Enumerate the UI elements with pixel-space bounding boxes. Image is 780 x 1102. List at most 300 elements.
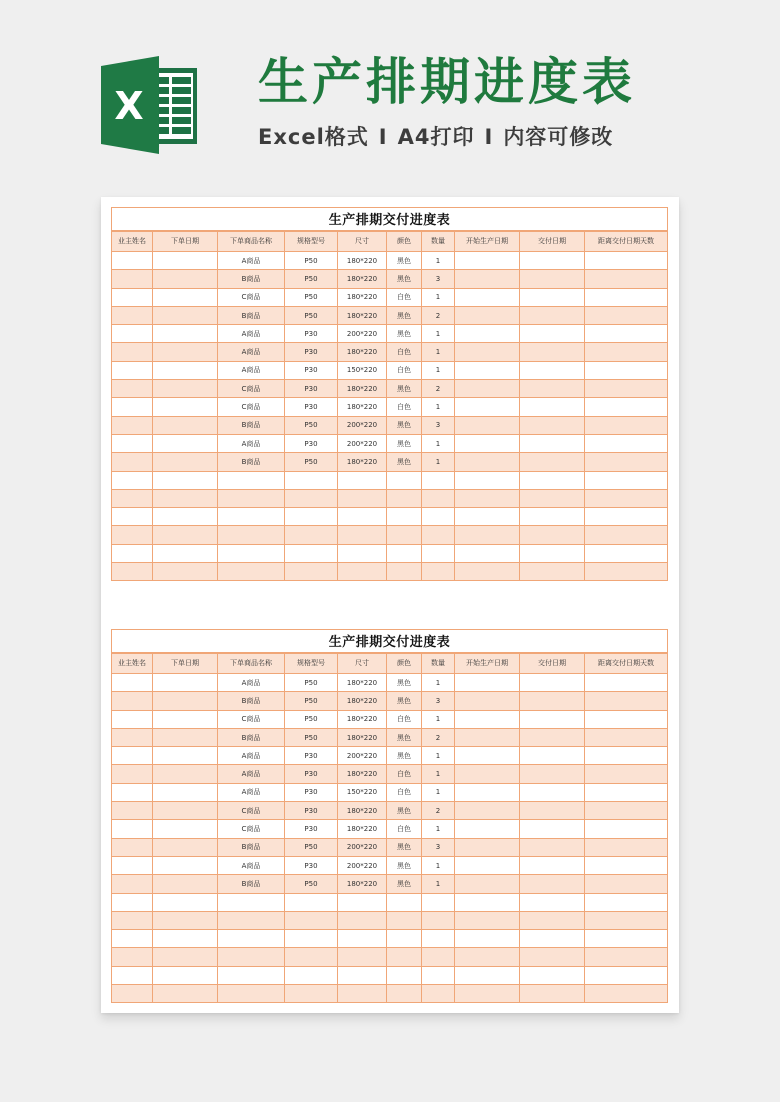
cell-production-start-date[interactable] xyxy=(455,563,520,581)
cell-quantity[interactable]: 2 xyxy=(422,728,455,746)
cell-product-name[interactable]: C商品 xyxy=(218,288,285,306)
cell-product-name[interactable]: A商品 xyxy=(218,434,285,452)
cell-color[interactable]: 白色 xyxy=(387,820,422,838)
cell-order-date[interactable] xyxy=(153,948,218,966)
cell-size[interactable] xyxy=(338,948,387,966)
cell-color[interactable]: 黑色 xyxy=(387,692,422,710)
cell-model-spec[interactable]: P30 xyxy=(285,434,338,452)
cell-model-spec[interactable]: P30 xyxy=(285,856,338,874)
cell-owner-name[interactable] xyxy=(112,820,153,838)
cell-owner-name[interactable] xyxy=(112,692,153,710)
cell-owner-name[interactable] xyxy=(112,453,153,471)
cell-owner-name[interactable] xyxy=(112,728,153,746)
cell-days-to-delivery[interactable] xyxy=(585,728,668,746)
cell-color[interactable]: 黑色 xyxy=(387,416,422,434)
cell-owner-name[interactable] xyxy=(112,802,153,820)
cell-model-spec[interactable]: P50 xyxy=(285,306,338,324)
cell-order-date[interactable] xyxy=(153,306,218,324)
cell-size[interactable]: 180*220 xyxy=(338,288,387,306)
cell-order-date[interactable] xyxy=(153,434,218,452)
cell-order-date[interactable] xyxy=(153,563,218,581)
cell-color[interactable] xyxy=(387,508,422,526)
cell-size[interactable]: 180*220 xyxy=(338,270,387,288)
cell-days-to-delivery[interactable] xyxy=(585,252,668,270)
cell-production-start-date[interactable] xyxy=(455,453,520,471)
cell-owner-name[interactable] xyxy=(112,526,153,544)
cell-production-start-date[interactable] xyxy=(455,985,520,1003)
cell-color[interactable] xyxy=(387,985,422,1003)
cell-production-start-date[interactable] xyxy=(455,765,520,783)
cell-model-spec[interactable] xyxy=(285,544,338,562)
cell-model-spec[interactable]: P50 xyxy=(285,674,338,692)
cell-production-start-date[interactable] xyxy=(455,856,520,874)
cell-model-spec[interactable]: P50 xyxy=(285,875,338,893)
cell-order-date[interactable] xyxy=(153,508,218,526)
cell-production-start-date[interactable] xyxy=(455,526,520,544)
cell-product-name[interactable]: B商品 xyxy=(218,270,285,288)
cell-delivery-date[interactable] xyxy=(520,728,585,746)
cell-size[interactable]: 180*220 xyxy=(338,765,387,783)
cell-days-to-delivery[interactable] xyxy=(585,783,668,801)
cell-size[interactable] xyxy=(338,966,387,984)
cell-model-spec[interactable] xyxy=(285,911,338,929)
cell-delivery-date[interactable] xyxy=(520,838,585,856)
cell-color[interactable]: 黑色 xyxy=(387,453,422,471)
cell-model-spec[interactable]: P30 xyxy=(285,783,338,801)
cell-days-to-delivery[interactable] xyxy=(585,893,668,911)
cell-production-start-date[interactable] xyxy=(455,306,520,324)
cell-quantity[interactable] xyxy=(422,471,455,489)
cell-color[interactable] xyxy=(387,489,422,507)
cell-order-date[interactable] xyxy=(153,856,218,874)
cell-order-date[interactable] xyxy=(153,783,218,801)
cell-model-spec[interactable]: P50 xyxy=(285,252,338,270)
cell-product-name[interactable] xyxy=(218,966,285,984)
cell-model-spec[interactable]: P30 xyxy=(285,325,338,343)
cell-model-spec[interactable]: P30 xyxy=(285,361,338,379)
cell-owner-name[interactable] xyxy=(112,361,153,379)
cell-days-to-delivery[interactable] xyxy=(585,802,668,820)
cell-days-to-delivery[interactable] xyxy=(585,380,668,398)
cell-days-to-delivery[interactable] xyxy=(585,838,668,856)
cell-model-spec[interactable]: P30 xyxy=(285,343,338,361)
cell-color[interactable]: 白色 xyxy=(387,361,422,379)
cell-owner-name[interactable] xyxy=(112,930,153,948)
cell-production-start-date[interactable] xyxy=(455,508,520,526)
cell-product-name[interactable] xyxy=(218,526,285,544)
cell-quantity[interactable]: 1 xyxy=(422,434,455,452)
cell-color[interactable]: 黑色 xyxy=(387,674,422,692)
cell-owner-name[interactable] xyxy=(112,508,153,526)
cell-order-date[interactable] xyxy=(153,893,218,911)
cell-color[interactable]: 黑色 xyxy=(387,875,422,893)
cell-days-to-delivery[interactable] xyxy=(585,856,668,874)
cell-quantity[interactable]: 2 xyxy=(422,380,455,398)
cell-model-spec[interactable] xyxy=(285,526,338,544)
cell-size[interactable]: 180*220 xyxy=(338,453,387,471)
cell-color[interactable]: 黑色 xyxy=(387,747,422,765)
cell-production-start-date[interactable] xyxy=(455,966,520,984)
cell-delivery-date[interactable] xyxy=(520,820,585,838)
cell-days-to-delivery[interactable] xyxy=(585,325,668,343)
cell-owner-name[interactable] xyxy=(112,343,153,361)
cell-days-to-delivery[interactable] xyxy=(585,453,668,471)
cell-product-name[interactable]: A商品 xyxy=(218,765,285,783)
cell-model-spec[interactable] xyxy=(285,930,338,948)
cell-quantity[interactable] xyxy=(422,985,455,1003)
cell-delivery-date[interactable] xyxy=(520,911,585,929)
cell-product-name[interactable]: B商品 xyxy=(218,692,285,710)
cell-product-name[interactable]: A商品 xyxy=(218,325,285,343)
cell-size[interactable]: 200*220 xyxy=(338,434,387,452)
cell-days-to-delivery[interactable] xyxy=(585,434,668,452)
cell-owner-name[interactable] xyxy=(112,966,153,984)
cell-order-date[interactable] xyxy=(153,471,218,489)
cell-color[interactable]: 白色 xyxy=(387,343,422,361)
cell-quantity[interactable] xyxy=(422,544,455,562)
cell-size[interactable]: 150*220 xyxy=(338,783,387,801)
cell-model-spec[interactable]: P50 xyxy=(285,838,338,856)
cell-production-start-date[interactable] xyxy=(455,398,520,416)
cell-model-spec[interactable]: P50 xyxy=(285,453,338,471)
cell-production-start-date[interactable] xyxy=(455,948,520,966)
cell-delivery-date[interactable] xyxy=(520,674,585,692)
cell-color[interactable] xyxy=(387,893,422,911)
cell-quantity[interactable] xyxy=(422,508,455,526)
cell-production-start-date[interactable] xyxy=(455,692,520,710)
cell-order-date[interactable] xyxy=(153,361,218,379)
cell-delivery-date[interactable] xyxy=(520,489,585,507)
cell-owner-name[interactable] xyxy=(112,489,153,507)
cell-delivery-date[interactable] xyxy=(520,692,585,710)
cell-color[interactable]: 黑色 xyxy=(387,802,422,820)
cell-owner-name[interactable] xyxy=(112,911,153,929)
cell-delivery-date[interactable] xyxy=(520,434,585,452)
cell-delivery-date[interactable] xyxy=(520,398,585,416)
cell-days-to-delivery[interactable] xyxy=(585,875,668,893)
cell-product-name[interactable]: A商品 xyxy=(218,343,285,361)
cell-owner-name[interactable] xyxy=(112,471,153,489)
cell-production-start-date[interactable] xyxy=(455,270,520,288)
cell-days-to-delivery[interactable] xyxy=(585,948,668,966)
cell-delivery-date[interactable] xyxy=(520,966,585,984)
cell-delivery-date[interactable] xyxy=(520,306,585,324)
cell-order-date[interactable] xyxy=(153,728,218,746)
cell-order-date[interactable] xyxy=(153,453,218,471)
cell-days-to-delivery[interactable] xyxy=(585,306,668,324)
cell-days-to-delivery[interactable] xyxy=(585,563,668,581)
cell-production-start-date[interactable] xyxy=(455,911,520,929)
cell-production-start-date[interactable] xyxy=(455,820,520,838)
cell-color[interactable] xyxy=(387,930,422,948)
cell-days-to-delivery[interactable] xyxy=(585,361,668,379)
cell-order-date[interactable] xyxy=(153,325,218,343)
cell-size[interactable] xyxy=(338,544,387,562)
cell-product-name[interactable] xyxy=(218,508,285,526)
cell-model-spec[interactable]: P30 xyxy=(285,380,338,398)
cell-production-start-date[interactable] xyxy=(455,893,520,911)
cell-quantity[interactable]: 1 xyxy=(422,710,455,728)
cell-quantity[interactable]: 1 xyxy=(422,325,455,343)
cell-size[interactable]: 180*220 xyxy=(338,875,387,893)
cell-order-date[interactable] xyxy=(153,288,218,306)
cell-size[interactable] xyxy=(338,489,387,507)
cell-delivery-date[interactable] xyxy=(520,453,585,471)
cell-days-to-delivery[interactable] xyxy=(585,820,668,838)
cell-order-date[interactable] xyxy=(153,966,218,984)
cell-size[interactable]: 180*220 xyxy=(338,728,387,746)
cell-order-date[interactable] xyxy=(153,674,218,692)
cell-color[interactable]: 白色 xyxy=(387,288,422,306)
cell-product-name[interactable] xyxy=(218,563,285,581)
cell-order-date[interactable] xyxy=(153,802,218,820)
cell-product-name[interactable] xyxy=(218,948,285,966)
cell-size[interactable] xyxy=(338,526,387,544)
cell-size[interactable] xyxy=(338,563,387,581)
cell-days-to-delivery[interactable] xyxy=(585,416,668,434)
cell-quantity[interactable] xyxy=(422,966,455,984)
cell-production-start-date[interactable] xyxy=(455,343,520,361)
cell-product-name[interactable] xyxy=(218,544,285,562)
cell-product-name[interactable] xyxy=(218,489,285,507)
cell-color[interactable]: 黑色 xyxy=(387,325,422,343)
cell-owner-name[interactable] xyxy=(112,985,153,1003)
cell-color[interactable] xyxy=(387,526,422,544)
cell-product-name[interactable]: C商品 xyxy=(218,710,285,728)
cell-quantity[interactable]: 2 xyxy=(422,306,455,324)
cell-product-name[interactable]: A商品 xyxy=(218,747,285,765)
cell-delivery-date[interactable] xyxy=(520,544,585,562)
cell-days-to-delivery[interactable] xyxy=(585,930,668,948)
cell-quantity[interactable]: 3 xyxy=(422,838,455,856)
cell-production-start-date[interactable] xyxy=(455,875,520,893)
cell-model-spec[interactable]: P50 xyxy=(285,710,338,728)
cell-product-name[interactable]: A商品 xyxy=(218,783,285,801)
cell-quantity[interactable]: 1 xyxy=(422,252,455,270)
cell-delivery-date[interactable] xyxy=(520,380,585,398)
cell-delivery-date[interactable] xyxy=(520,526,585,544)
cell-product-name[interactable]: C商品 xyxy=(218,802,285,820)
cell-owner-name[interactable] xyxy=(112,948,153,966)
cell-model-spec[interactable]: P30 xyxy=(285,765,338,783)
cell-model-spec[interactable]: P50 xyxy=(285,288,338,306)
cell-quantity[interactable]: 3 xyxy=(422,692,455,710)
cell-color[interactable]: 黑色 xyxy=(387,380,422,398)
cell-size[interactable]: 150*220 xyxy=(338,361,387,379)
cell-production-start-date[interactable] xyxy=(455,489,520,507)
cell-owner-name[interactable] xyxy=(112,325,153,343)
cell-product-name[interactable] xyxy=(218,471,285,489)
cell-quantity[interactable] xyxy=(422,911,455,929)
cell-quantity[interactable]: 1 xyxy=(422,398,455,416)
cell-owner-name[interactable] xyxy=(112,674,153,692)
cell-color[interactable]: 白色 xyxy=(387,783,422,801)
cell-production-start-date[interactable] xyxy=(455,325,520,343)
cell-production-start-date[interactable] xyxy=(455,838,520,856)
cell-product-name[interactable]: B商品 xyxy=(218,875,285,893)
cell-product-name[interactable] xyxy=(218,893,285,911)
cell-production-start-date[interactable] xyxy=(455,783,520,801)
cell-model-spec[interactable] xyxy=(285,893,338,911)
cell-days-to-delivery[interactable] xyxy=(585,398,668,416)
cell-color[interactable] xyxy=(387,911,422,929)
cell-product-name[interactable]: A商品 xyxy=(218,252,285,270)
cell-days-to-delivery[interactable] xyxy=(585,544,668,562)
cell-order-date[interactable] xyxy=(153,398,218,416)
cell-product-name[interactable]: A商品 xyxy=(218,856,285,874)
cell-size[interactable]: 180*220 xyxy=(338,820,387,838)
cell-production-start-date[interactable] xyxy=(455,252,520,270)
cell-size[interactable]: 180*220 xyxy=(338,710,387,728)
cell-product-name[interactable]: B商品 xyxy=(218,728,285,746)
cell-days-to-delivery[interactable] xyxy=(585,508,668,526)
cell-days-to-delivery[interactable] xyxy=(585,747,668,765)
cell-delivery-date[interactable] xyxy=(520,747,585,765)
cell-owner-name[interactable] xyxy=(112,710,153,728)
cell-quantity[interactable]: 1 xyxy=(422,783,455,801)
cell-owner-name[interactable] xyxy=(112,252,153,270)
cell-order-date[interactable] xyxy=(153,380,218,398)
cell-owner-name[interactable] xyxy=(112,783,153,801)
cell-product-name[interactable]: C商品 xyxy=(218,380,285,398)
cell-quantity[interactable] xyxy=(422,893,455,911)
cell-size[interactable]: 180*220 xyxy=(338,802,387,820)
cell-order-date[interactable] xyxy=(153,820,218,838)
cell-quantity[interactable]: 1 xyxy=(422,361,455,379)
cell-delivery-date[interactable] xyxy=(520,783,585,801)
cell-delivery-date[interactable] xyxy=(520,710,585,728)
cell-owner-name[interactable] xyxy=(112,288,153,306)
cell-production-start-date[interactable] xyxy=(455,361,520,379)
cell-color[interactable]: 白色 xyxy=(387,710,422,728)
cell-days-to-delivery[interactable] xyxy=(585,674,668,692)
cell-quantity[interactable] xyxy=(422,489,455,507)
cell-size[interactable]: 200*220 xyxy=(338,747,387,765)
cell-order-date[interactable] xyxy=(153,911,218,929)
cell-product-name[interactable] xyxy=(218,985,285,1003)
cell-owner-name[interactable] xyxy=(112,875,153,893)
cell-production-start-date[interactable] xyxy=(455,416,520,434)
cell-color[interactable]: 黑色 xyxy=(387,728,422,746)
cell-order-date[interactable] xyxy=(153,765,218,783)
cell-quantity[interactable]: 3 xyxy=(422,416,455,434)
cell-delivery-date[interactable] xyxy=(520,985,585,1003)
cell-owner-name[interactable] xyxy=(112,544,153,562)
cell-product-name[interactable] xyxy=(218,930,285,948)
cell-days-to-delivery[interactable] xyxy=(585,343,668,361)
cell-owner-name[interactable] xyxy=(112,270,153,288)
cell-days-to-delivery[interactable] xyxy=(585,489,668,507)
cell-order-date[interactable] xyxy=(153,526,218,544)
cell-size[interactable]: 180*220 xyxy=(338,306,387,324)
cell-order-date[interactable] xyxy=(153,985,218,1003)
cell-color[interactable]: 黑色 xyxy=(387,270,422,288)
cell-delivery-date[interactable] xyxy=(520,270,585,288)
cell-model-spec[interactable] xyxy=(285,948,338,966)
cell-delivery-date[interactable] xyxy=(520,325,585,343)
cell-model-spec[interactable]: P30 xyxy=(285,802,338,820)
cell-production-start-date[interactable] xyxy=(455,544,520,562)
cell-order-date[interactable] xyxy=(153,544,218,562)
cell-owner-name[interactable] xyxy=(112,893,153,911)
cell-delivery-date[interactable] xyxy=(520,563,585,581)
cell-delivery-date[interactable] xyxy=(520,856,585,874)
cell-model-spec[interactable] xyxy=(285,508,338,526)
cell-size[interactable]: 180*220 xyxy=(338,398,387,416)
cell-color[interactable] xyxy=(387,948,422,966)
cell-product-name[interactable] xyxy=(218,911,285,929)
cell-owner-name[interactable] xyxy=(112,856,153,874)
cell-production-start-date[interactable] xyxy=(455,674,520,692)
cell-order-date[interactable] xyxy=(153,270,218,288)
cell-model-spec[interactable]: P30 xyxy=(285,747,338,765)
cell-product-name[interactable]: C商品 xyxy=(218,398,285,416)
cell-product-name[interactable]: A商品 xyxy=(218,674,285,692)
cell-order-date[interactable] xyxy=(153,416,218,434)
cell-delivery-date[interactable] xyxy=(520,948,585,966)
cell-model-spec[interactable]: P50 xyxy=(285,692,338,710)
cell-size[interactable]: 200*220 xyxy=(338,416,387,434)
cell-production-start-date[interactable] xyxy=(455,930,520,948)
cell-owner-name[interactable] xyxy=(112,765,153,783)
cell-size[interactable] xyxy=(338,911,387,929)
cell-delivery-date[interactable] xyxy=(520,343,585,361)
cell-quantity[interactable] xyxy=(422,930,455,948)
cell-owner-name[interactable] xyxy=(112,838,153,856)
cell-delivery-date[interactable] xyxy=(520,252,585,270)
cell-quantity[interactable]: 2 xyxy=(422,802,455,820)
cell-production-start-date[interactable] xyxy=(455,728,520,746)
cell-color[interactable] xyxy=(387,544,422,562)
cell-production-start-date[interactable] xyxy=(455,747,520,765)
cell-model-spec[interactable] xyxy=(285,471,338,489)
cell-order-date[interactable] xyxy=(153,692,218,710)
cell-days-to-delivery[interactable] xyxy=(585,288,668,306)
cell-quantity[interactable] xyxy=(422,563,455,581)
cell-order-date[interactable] xyxy=(153,875,218,893)
cell-production-start-date[interactable] xyxy=(455,471,520,489)
cell-quantity[interactable]: 1 xyxy=(422,747,455,765)
cell-production-start-date[interactable] xyxy=(455,710,520,728)
cell-days-to-delivery[interactable] xyxy=(585,966,668,984)
cell-days-to-delivery[interactable] xyxy=(585,692,668,710)
cell-model-spec[interactable]: P50 xyxy=(285,416,338,434)
cell-size[interactable]: 180*220 xyxy=(338,674,387,692)
cell-order-date[interactable] xyxy=(153,343,218,361)
cell-delivery-date[interactable] xyxy=(520,893,585,911)
cell-size[interactable]: 180*220 xyxy=(338,380,387,398)
cell-color[interactable]: 白色 xyxy=(387,398,422,416)
cell-quantity[interactable]: 3 xyxy=(422,270,455,288)
cell-color[interactable] xyxy=(387,563,422,581)
cell-quantity[interactable]: 1 xyxy=(422,875,455,893)
cell-product-name[interactable]: B商品 xyxy=(218,306,285,324)
cell-delivery-date[interactable] xyxy=(520,288,585,306)
cell-delivery-date[interactable] xyxy=(520,802,585,820)
cell-order-date[interactable] xyxy=(153,252,218,270)
cell-size[interactable] xyxy=(338,985,387,1003)
cell-model-spec[interactable]: P30 xyxy=(285,398,338,416)
cell-order-date[interactable] xyxy=(153,838,218,856)
cell-quantity[interactable]: 1 xyxy=(422,674,455,692)
cell-days-to-delivery[interactable] xyxy=(585,911,668,929)
cell-quantity[interactable]: 1 xyxy=(422,288,455,306)
cell-product-name[interactable]: C商品 xyxy=(218,820,285,838)
cell-delivery-date[interactable] xyxy=(520,765,585,783)
cell-order-date[interactable] xyxy=(153,489,218,507)
cell-production-start-date[interactable] xyxy=(455,288,520,306)
cell-days-to-delivery[interactable] xyxy=(585,526,668,544)
